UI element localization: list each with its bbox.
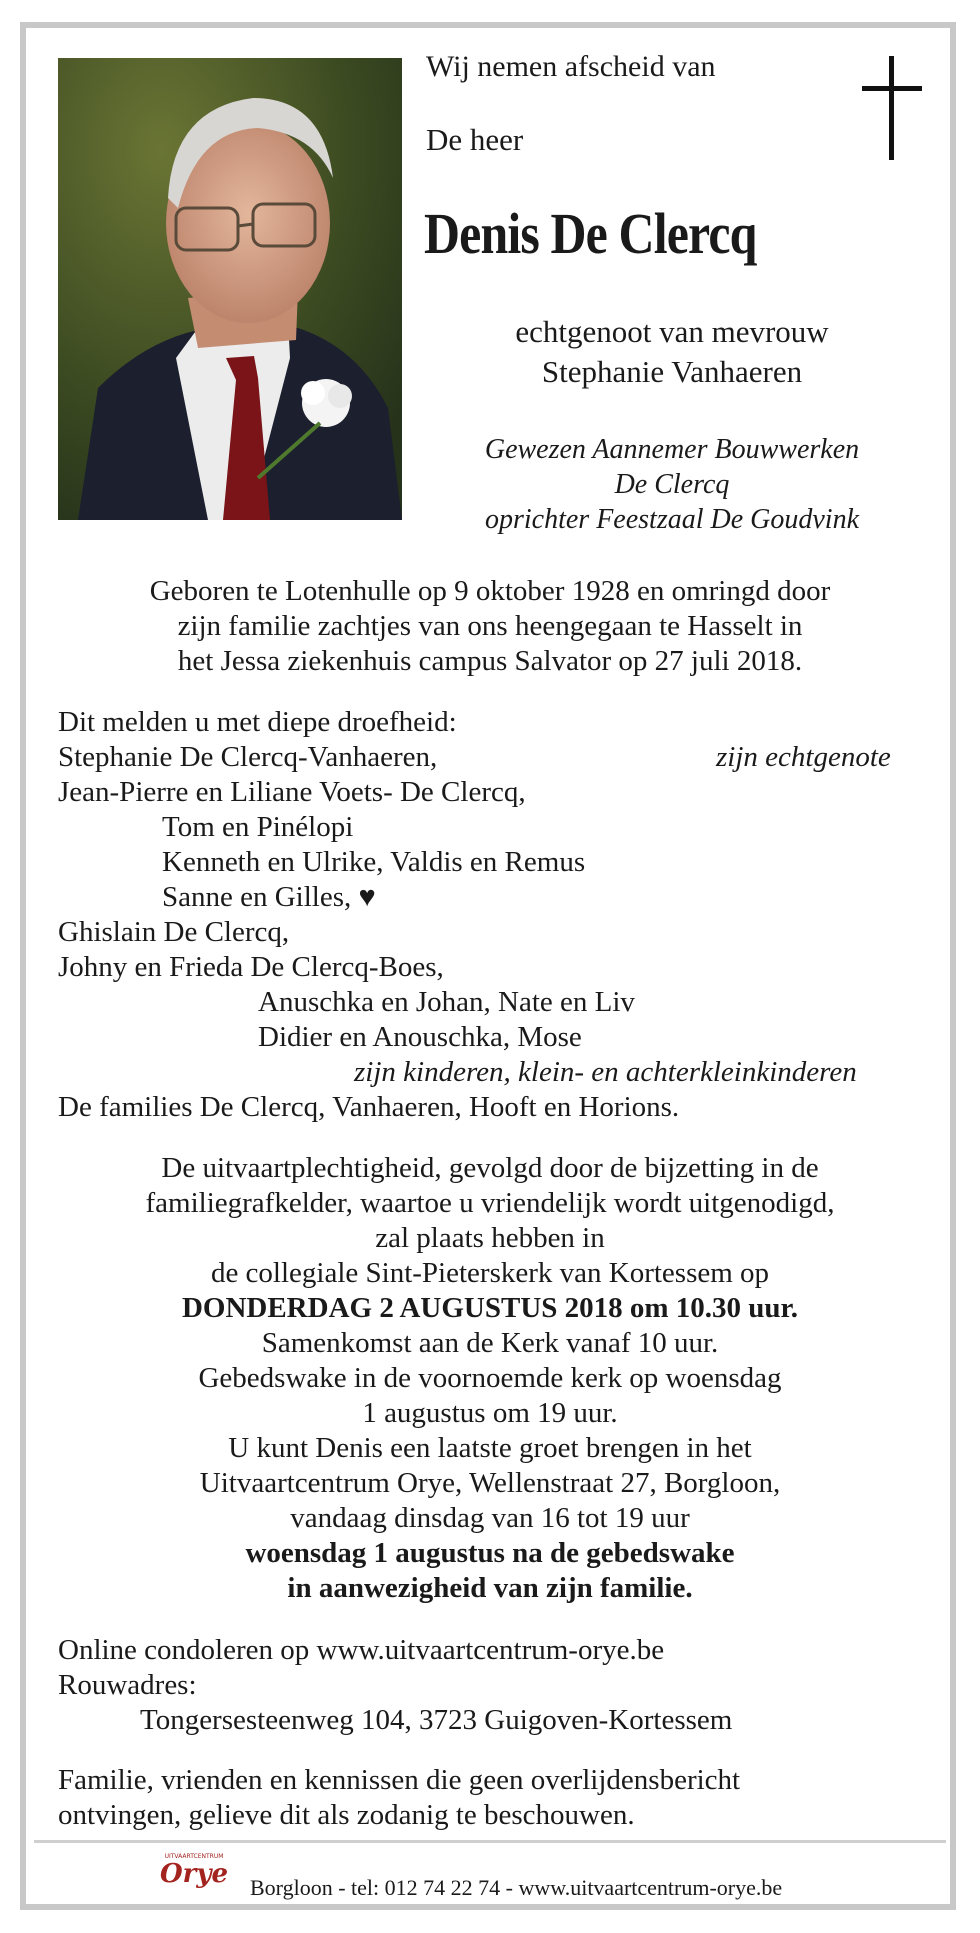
ceremony-line: de collegiale Sint-Pieterskerk van Kortessem op [210, 1257, 770, 1289]
closing-line: ontvingen, gelieve dit als zodanig te beschouwen. [58, 1799, 635, 1831]
portrait-photo [58, 58, 402, 520]
occupation-line: oprichter Feestzaal De Goudvink [484, 504, 860, 535]
spouse-role: zijn echtgenote [716, 741, 891, 773]
birth-death-line: Geboren te Lotenhulle op 9 oktober 1928 en omringd door [149, 575, 831, 607]
family-intro: Dit melden u met diepe droefheid: [58, 706, 457, 738]
birth-death-line: zijn familie zachtjes van ons heengegaan te Hasselt in [177, 610, 803, 642]
closing-line: Familie, vrienden en kennissen die geen overlijdensbericht [58, 1764, 741, 1796]
ceremony-line: Uitvaartcentrum Orye, Wellenstraat 27, Borgloon, [199, 1467, 781, 1499]
online-condolence: Online condoleren op www.uitvaartcentrum-orye.be [58, 1634, 665, 1666]
ceremony-line: vandaag dinsdag van 16 tot 19 uur [290, 1502, 690, 1534]
orye-logo [158, 1848, 230, 1890]
family-line: Tom en Pinélopi [162, 811, 354, 843]
footer-divider [34, 1840, 946, 1843]
spouse-line-1: echtgenoot van mevrouw [515, 314, 829, 349]
ceremony-line: U kunt Denis een laatste groet brengen in het [228, 1432, 752, 1464]
occupation-line: De Clercq [614, 469, 730, 500]
intro-text: Wij nemen afscheid van [426, 50, 716, 83]
ceremony-line: familiegrafkelder, waartoe u vriendelijk wordt uitgenodigd, [145, 1187, 835, 1219]
ceremony-line: 1 augustus om 19 uur. [362, 1397, 618, 1429]
footer-contact: Borgloon - tel: 012 74 22 74 - www.uitvaartcentrum-orye.be [250, 1875, 783, 1900]
occupation-line: Gewezen Aannemer Bouwwerken [484, 434, 860, 465]
ceremony-line: zal plaats hebben in [375, 1222, 605, 1254]
family-line: Didier en Anouschka, Mose [258, 1021, 582, 1053]
family-line: Anuschka en Johan, Nate en Liv [258, 986, 635, 1018]
ceremony-line: Gebedswake in de voornoemde kerk op woensdag [198, 1362, 782, 1394]
logo-subtext: UITVAARTCENTRUM [164, 1853, 224, 1860]
rouwadres-address: Tongersesteenweg 104, 3723 Guigoven-Kortessem [140, 1704, 733, 1736]
logo-text: Orye [160, 1859, 228, 1889]
family-line: Johny en Frieda De Clercq-Boes, [58, 951, 444, 983]
family-line: Jean-Pierre en Liliane Voets- De Clercq, [58, 776, 526, 808]
children-role: zijn kinderen, klein- en achterkleinkinderen [354, 1056, 857, 1088]
family-line: Ghislain De Clercq, [58, 916, 290, 948]
ceremony-bold-line: in aanwezigheid van zijn familie. [287, 1572, 693, 1604]
deceased-name: Denis De Clercq [424, 201, 757, 266]
ceremony-line: De uitvaartplechtigheid, gevolgd door de bijzetting in de [161, 1152, 819, 1184]
family-line: Sanne en Gilles, ♥ [162, 881, 376, 913]
family-line: Stephanie De Clercq-Vanhaeren, [58, 741, 438, 773]
family-line: Kenneth en Ulrike, Valdis en Remus [162, 846, 586, 878]
birth-death-line: het Jessa ziekenhuis campus Salvator op 27 juli 2018. [177, 645, 803, 677]
ceremony-datetime: DONDERDAG 2 AUGUSTUS 2018 om 10.30 uur. [181, 1292, 799, 1324]
ceremony-line: Samenkomst aan de Kerk vanaf 10 uur. [261, 1327, 719, 1359]
title-prefix: De heer [426, 122, 524, 157]
rouwadres-label: Rouwadres: [58, 1669, 197, 1701]
cross-icon [862, 56, 922, 160]
spouse-line-2: Stephanie Vanhaeren [541, 354, 803, 389]
ceremony-bold-line: woensdag 1 augustus na de gebedswake [245, 1537, 735, 1569]
families-line: De families De Clercq, Vanhaeren, Hooft en Horions. [58, 1091, 680, 1123]
